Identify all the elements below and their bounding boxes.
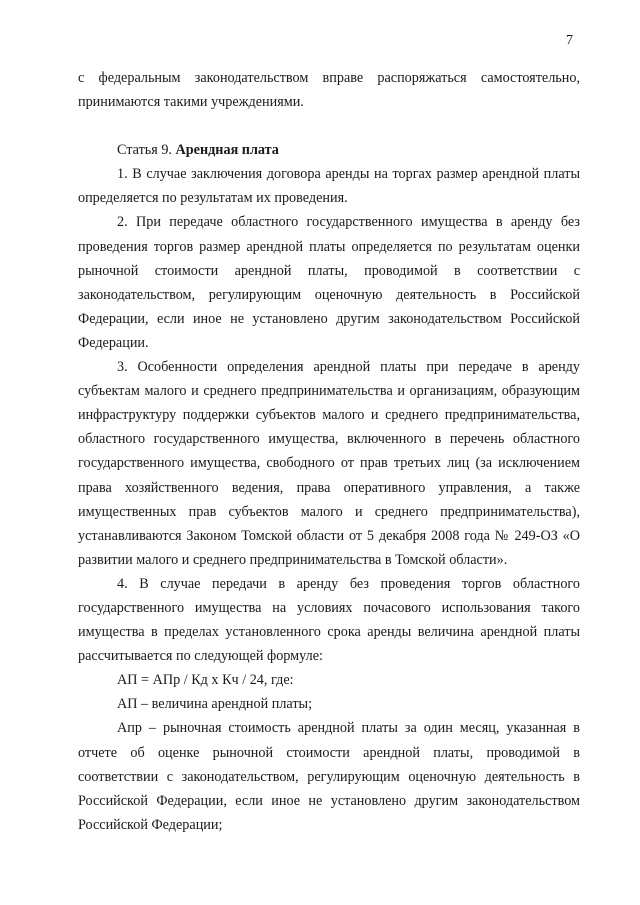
paragraph-3: 3. Особенности определения арендной платы при передаче в аренду субъектам малого и среднего предпринимательства и организациям, образующим инфраструктуру поддержки субъектов малого и среднего предпринимательства, областного государственного имущества, включенного в перечень областного государственного имущества, свободного от прав третьих лиц (за исключением права хозяйственного ведения, права оперативного управления, а также имущественных прав субъектов малого и среднего предпринимательства), устанавливаются Законом Томской области от 5 декабря 2008 года № 249-ОЗ «О развитии малого и среднего предпринимательства в Томской области».	[78, 359, 580, 568]
paragraph-4: 4. В случае передачи в аренду без проведения торгов областного государственного имущества на условиях почасового использования такого имущества в пределах установленного срока аренды величина арендной платы рассчитывается по следующей формуле:	[78, 575, 580, 665]
formula: АП = АПр / Кд х Кч / 24, где:	[117, 672, 294, 689]
article-prefix: Статья 9.	[117, 142, 172, 159]
paragraph-1: 1. В случае заключения договора аренды на торгах размер арендной платы определяется по результатам их проведения.	[78, 166, 580, 207]
document-body	[78, 66, 580, 837]
definition-apr: Апр – рыночная стоимость арендной платы за один месяц, указанная в отчете об оценке рыночной стоимости арендной платы, проводимой в соответствии с законодательством, регулирующим оценочную деятельность в Российской Федерации, если иное не установлено другим законодательством Российской Федерации;	[78, 720, 580, 833]
continuation-paragraph: с федеральным законодательством вправе распоряжаться самостоятельно, принимаются такими учреждениями.	[78, 70, 580, 111]
definition-ap: АП – величина арендной платы;	[117, 696, 313, 713]
paragraph-2: 2. При передаче областного государственного имущества в аренду без проведения торгов размер арендной платы определяется по результатам оценки рыночной стоимости арендной платы, проводимой в соответствии с законодательством, регулирующим оценочную деятельность в Российской Федерации, если иное не установлено другим законодательством Российской Федерации.	[78, 214, 580, 351]
page-number: 7	[566, 33, 573, 48]
article-title: Арендная плата	[175, 142, 279, 159]
article-heading	[78, 138, 580, 162]
